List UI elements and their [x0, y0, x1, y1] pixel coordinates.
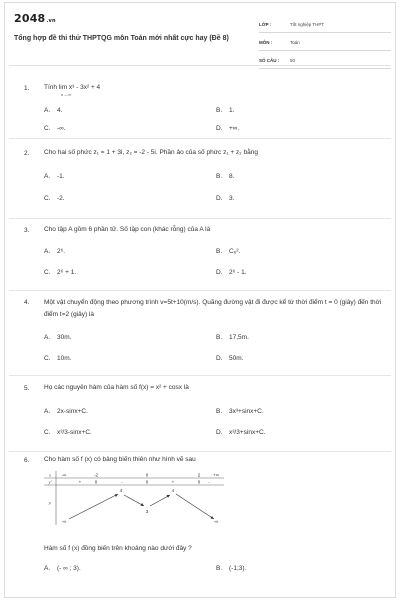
option-d-text: 50m. — [229, 355, 244, 362]
document-page — [4, 2, 396, 598]
option-c[interactable]: C. -2. — [44, 195, 65, 202]
table-sign: + — [171, 479, 175, 485]
table-y-label: y — [49, 500, 51, 505]
question-text: Cho tập A gồm 6 phần tử. Số tập con (khác rỗng) của A là — [44, 226, 211, 233]
option-d-text: 2⁶ - 1. — [229, 269, 247, 276]
table-sign: - — [121, 479, 123, 485]
table-x-value: 2 — [197, 472, 201, 478]
option-b[interactable]: B. C₆². — [216, 248, 241, 255]
question-text — [44, 83, 385, 97]
option-c[interactable]: C. 10m. — [44, 355, 72, 362]
meta-label-subject: MÔN : — [259, 40, 273, 45]
logo-text: 2048 — [14, 12, 46, 25]
question-6 — [9, 452, 391, 582]
doc-title: Tổng hợp đề thi thử THPTQG môn Toán mới nhất cực hay (Đề 8) — [14, 35, 229, 42]
site-logo[interactable] — [14, 12, 56, 25]
option-b-text: 1. — [229, 107, 235, 114]
option-b[interactable]: B. 8. — [216, 173, 235, 180]
table-y-value: -∞ — [213, 519, 219, 524]
table-x-value: -2 — [93, 472, 99, 478]
option-d[interactable]: D. x³/3+sinx+C. — [216, 429, 266, 436]
option-c[interactable]: C. x³/3-sinx+C. — [44, 429, 92, 436]
question-text: Một vật chuyển động theo phương trình v=5t+10(m/s). Quãng đường vật đi được kể từ thời điểm t = 0 (giây) đến thời điểm t=2 (giây) là — [44, 299, 382, 318]
table-sign: 0 — [94, 479, 98, 485]
table-y-value: 3 — [145, 509, 149, 514]
option-d-text: +∞. — [229, 125, 240, 132]
table-dy-label: y' — [48, 479, 52, 485]
question-3 — [9, 219, 391, 291]
option-b-text: 8. — [229, 173, 235, 180]
option-b-text: C₆². — [229, 248, 241, 255]
meta-value-count: 50 — [290, 58, 296, 63]
option-c-text: -2. — [57, 195, 65, 202]
option-b[interactable]: B. 17,5m. — [216, 334, 249, 341]
table-sign: + — [78, 479, 82, 485]
option-d[interactable]: D. 50m. — [216, 355, 244, 362]
option-a-text: -1. — [57, 173, 65, 180]
meta-row-class — [259, 20, 391, 33]
option-a-text: 30m. — [57, 334, 72, 341]
option-a-text: 2x-sinx+C. — [57, 408, 88, 415]
question-text: Cho hai số phức z₁ = 1 + 3i, z₂ = -2 - 5i. Phần ảo của số phức z₁ + z₂ bằng — [44, 149, 258, 156]
table-y-value: -∞ — [61, 519, 67, 524]
option-b[interactable]: B. 1. — [216, 107, 235, 114]
option-a[interactable]: A. (- ∞ ; 3). — [44, 565, 81, 572]
meta-row-subject — [259, 38, 391, 51]
option-b-text: (-1;3). — [229, 565, 247, 572]
question-number: 6. — [24, 457, 30, 464]
question-number: 3. — [24, 227, 30, 234]
option-a-text: 4. — [57, 107, 63, 114]
option-a[interactable]: A. 30m. — [44, 334, 72, 341]
sub-question-text: Hàm số f (x) đồng biến trên khoảng nào dưới đây ? — [44, 545, 192, 552]
meta-label-count: SỐ CÂU : — [259, 58, 280, 63]
meta-value-subject: Toán — [290, 40, 300, 45]
option-b-text: 3x³+sinx+C. — [229, 408, 264, 415]
option-d[interactable]: D. 2⁶ - 1. — [216, 269, 247, 276]
logo-suffix: .vn — [46, 18, 56, 24]
table-y-value: 4 — [119, 488, 123, 493]
question-text: Cho hàm số f (x) có bảng biến thiên như hình vẽ sau — [44, 456, 196, 463]
question-2 — [9, 139, 391, 219]
option-b-text: 17,5m. — [229, 334, 249, 341]
header — [5, 3, 395, 65]
variation-table-graphic — [44, 471, 224, 525]
option-b[interactable]: B. (-1;3). — [216, 565, 247, 572]
table-sign: - — [208, 479, 210, 485]
option-a[interactable]: A. -1. — [44, 173, 65, 180]
table-y-value: 4 — [171, 488, 175, 493]
table-x-value: -∞ — [61, 472, 67, 478]
question-number: 2. — [24, 150, 30, 157]
question-number: 4. — [24, 299, 30, 306]
option-c-text: -∞. — [57, 125, 66, 132]
question-number: 5. — [24, 385, 30, 392]
table-x-label: x — [49, 472, 51, 478]
option-a-text: 2⁶. — [57, 248, 66, 255]
question-4 — [9, 291, 391, 376]
table-x-value: 0 — [145, 472, 149, 478]
question-number: 1. — [24, 85, 30, 92]
option-d-text: x³/3+sinx+C. — [229, 429, 266, 436]
question-text-main: Tính lim x³ - 3x² + 4 — [44, 84, 101, 91]
table-x-value: +∞ — [213, 472, 219, 478]
option-d[interactable]: D. +∞. — [216, 125, 240, 132]
option-c-text: 10m. — [57, 355, 72, 362]
meta-label-class: LỚP : — [259, 22, 272, 27]
option-a-text: (- ∞ ; 3). — [57, 565, 81, 572]
limit-subscript: x→-∞ — [61, 92, 72, 97]
table-sign: 0 — [145, 479, 149, 485]
question-1 — [9, 66, 391, 139]
option-a[interactable]: A. 2⁶. — [44, 248, 66, 255]
question-text: Họ các nguyên hàm của hàm số f(x) = x² + cosx là — [44, 384, 189, 391]
meta-value-class: Tốt nghiệp THPT — [290, 22, 325, 27]
variation-table — [44, 471, 224, 525]
option-c-text: x³/3-sinx+C. — [57, 429, 92, 436]
option-a[interactable]: A. 4. — [44, 107, 63, 114]
option-a[interactable]: A. 2x-sinx+C. — [44, 408, 88, 415]
option-b[interactable]: B. 3x³+sinx+C. — [216, 408, 264, 415]
option-d-text: 3. — [229, 195, 235, 202]
option-c-text: 2⁶ + 1. — [57, 269, 77, 276]
option-c[interactable]: C. 2⁶ + 1. — [44, 269, 77, 276]
question-5 — [9, 376, 391, 452]
table-sign: 0 — [197, 479, 201, 485]
option-c[interactable]: C. -∞. — [44, 125, 66, 132]
option-d[interactable]: D. 3. — [216, 195, 235, 202]
